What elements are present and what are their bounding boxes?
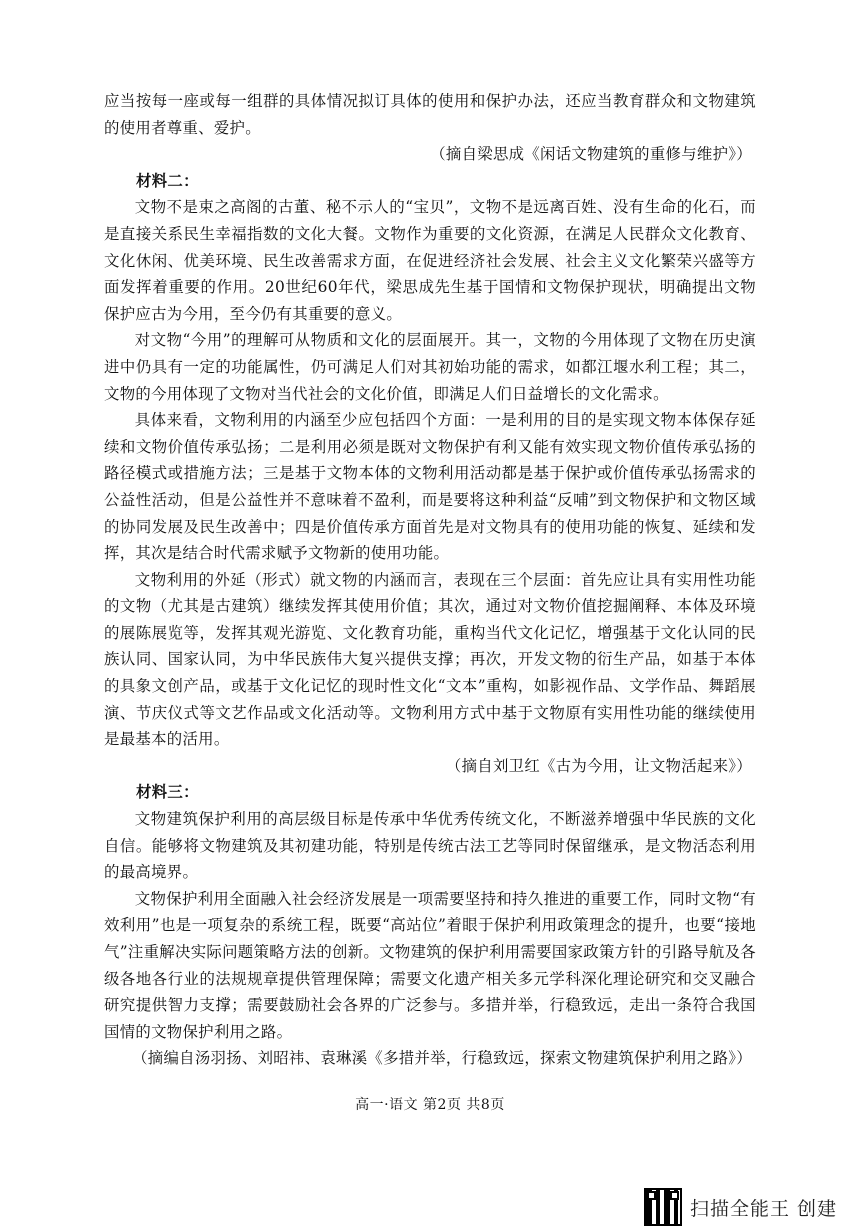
page-footer: 高一·语文 第2页 共8页 [355, 1097, 505, 1113]
source-citation-3: （摘编自汤羽扬、刘昭祎、袁琳溪《多措并举，行稳致远，探索文物建筑保护利用之路》） [132, 1049, 752, 1068]
paragraph-3b: 文物保护利用全面融入社会经济发展是一项需要坚持和持久推进的重要工作，同时文物“有效利用”也是一项复杂的系统工程，既要“高站位”着眼于保护利用政策理念的提升，也要“接地气”注重解决实际问题策略方法的创新。文物建筑的保护利用需要国家政策方针的引路导航及各级各地各行业的法规规章提供管理保障；需要文化遗产相关多元学科深化理论研究和交叉融合研究提供智力支撑；需要鼓励社会各界的广泛参与。多措并举，行稳致远，走出一条符合我国国情的文物保护利用之路。 [104, 889, 756, 1041]
paragraph-2a: 文物不是束之高阁的古董、秘不示人的“宝贝”，文物不是远离百姓、没有生命的化石，而是直接关系民生幸福指数的文化大餐。文物作为重要的文化资源，在满足人民群众文化教育、文化休闲、优美环境、民生改善需求方面，在促进经济社会发展、社会主义文化繁荣兴盛等方面发挥着重要的作用。20世纪60年代，梁思成先生基于国情和文物保护现状，明确提出文物保护应古为今用，至今仍有其重要的意义。 [104, 198, 756, 323]
section-heading-material-3: 材料三： [136, 783, 199, 802]
paragraph-2c: 具体来看，文物利用的内涵至少应包括四个方面：一是利用的目的是实现文物本体保存延续和文物价值传承弘扬；二是利用必须是既对文物保护有利又能有效实现文物价值传承弘扬的路径模式或措施方法；三是基于文物本体的文物利用活动都是基于保护或价值传承弘扬需求的公益性活动，但是公益性并不意味着不盈利，而是要将这种利益“反哺”到文物保护和文物区域的协同发展及民生改善中；四是价值传承方面首先是对文物具有的使用功能的恢复、延续和发挥，其次是结合时代需求赋予文物新的使用功能。 [104, 411, 756, 563]
paragraph-2b: 对文物“今用”的理解可从物质和文化的层面展开。其一，文物的今用体现了文物在历史演进中仍具有一定的功能属性，仍可满足人们对其初始功能的需求，如都江堰水利工程；其二，文物的今用体现了文物对当代社会的文化价值，即满足人们日益增长的文化需求。 [104, 331, 756, 403]
paragraph-2d: 文物利用的外延（形式）就文物的内涵而言，表现在三个层面：首先应让具有实用性功能的文物（尤其是古建筑）继续发挥其使用价值；其次，通过对文物价值挖掘阐释、本体及环境的展陈展览等，发挥其观光游览、文化教育功能，重构当代文化记忆，增强基于文化认同的民族认同、国家认同，为中华民族伟大复兴提供支撑；再次，开发文物的衍生产品，如基于本体的具象文创产品，或基于文化记忆的现时性文化“文本”重构，如影视作品、文学作品、舞蹈展演、节庆仪式等文艺作品或文化活动等。文物利用方式中基于文物原有实用性功能的继续使用是最基本的活用。 [104, 570, 756, 749]
section-heading-material-2: 材料二： [136, 171, 199, 190]
qr-code-icon [644, 1188, 682, 1226]
source-citation-2: （摘自刘卫红《古为今用，让文物活起来》） [445, 756, 752, 775]
scanner-label: 扫描全能王 创建 [690, 1197, 838, 1220]
body-text [104, 88, 756, 1072]
paragraph-continued: 应当按每一座或每一组群的具体情况拟订具体的使用和保护办法，还应当教育群众和文物建筑的使用者尊重、爱护。 [104, 92, 756, 137]
scanner-watermark [644, 1192, 837, 1222]
paragraph-3a: 文物建筑保护利用的高层级目标是传承中华优秀传统文化，不断滋养增强中华民族的文化自信。能够将文物建筑及其初建功能，特别是传统古法工艺等同时保留继承，是文物活态利用的最高境界。 [104, 810, 756, 882]
source-citation-1: （摘自梁思成《闲话文物建筑的重修与维护》） [430, 145, 752, 164]
